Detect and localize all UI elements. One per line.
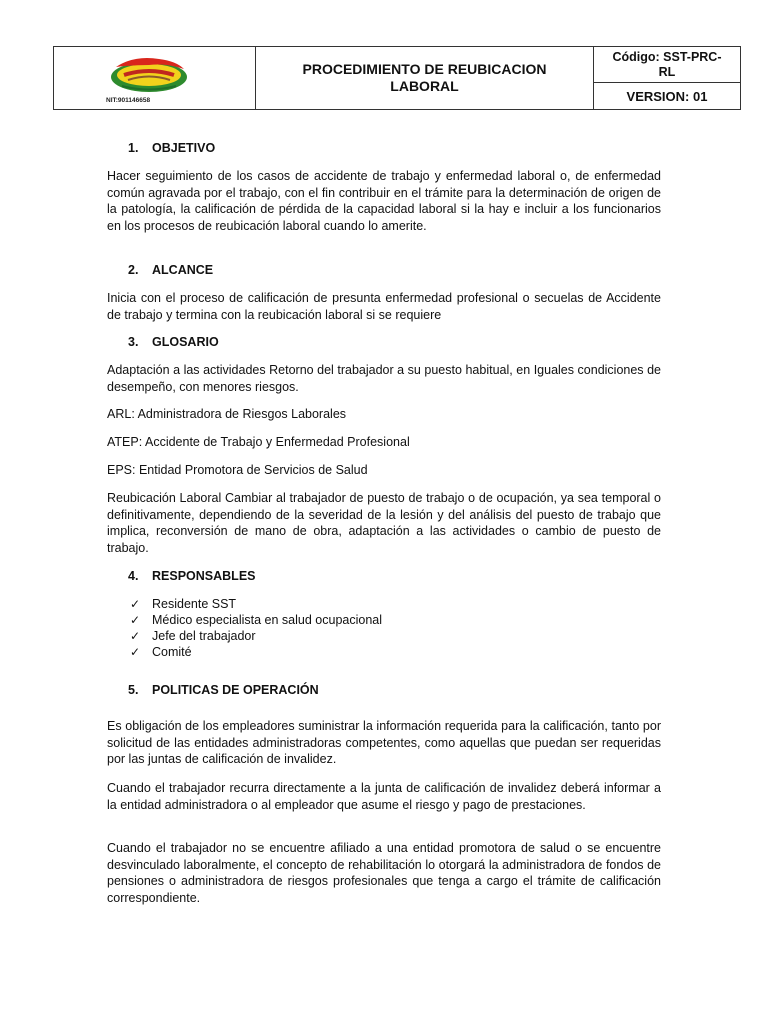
list-item-text: Médico especialista en salud ocupacional (152, 613, 383, 627)
glosario-reubicacion: Reubicación Laboral Cambiar al trabajador de puesto de trabajo o de ocupación, ya sea temporal o definitivamente, dependiendo de la severidad de la lesión y del análisis del puesto de trabajo que implica, reconversión de mano de obra, adaptación a las actividades o cambio de puesto de trabajo. (107, 491, 661, 555)
section-title: RESPONSABLES (152, 569, 256, 583)
objetivo-paragraph: Hacer seguimiento de los casos de accidente de trabajo y enfermedad laboral o, de enfermedad común agravada por el trabajo, con el fin contribuir en el trámite para la determinación de origen de la patología, la calificación de pérdida de la capacidad laboral si la hay e incluir a los funcionarios en los procesos de reubicación laboral cuando lo amerite. (107, 169, 661, 233)
politicas-paragraph-1: Es obligación de los empleadores suministrar la información requerida para la calificación, tanto por solicitud de las entidades administradoras competentes, como aquellas que puedan ser requeridas por las juntas de calificación de invalidez. (107, 719, 661, 766)
title-cell (256, 47, 594, 109)
version-cell (594, 83, 740, 109)
glosario-arl: ARL: Administradora de Riesgos Laborales (107, 407, 347, 421)
list-item (130, 628, 382, 644)
list-item (130, 612, 382, 628)
document-title: PROCEDIMIENTO DE REUBICACION LABORAL (302, 61, 547, 94)
code-cell (594, 47, 740, 83)
document-version: VERSION: 01 (626, 88, 708, 104)
section-title: POLITICAS DE OPERACIÓN (152, 683, 319, 697)
checkmark-icon: ✓ (130, 645, 141, 659)
list-item-text: Comité (152, 645, 192, 659)
responsables-list (130, 596, 382, 660)
section-number: 4. (128, 569, 139, 583)
company-logo (104, 53, 194, 95)
politicas-paragraph-3: Cuando el trabajador no se encuentre afiliado a una entidad promotora de salud o se encuentre desvinculado laboralmente, el concepto de rehabilitación lo otorgará la administradora de fondos de pensiones o administradora de riesgos profesionales que tenga a cargo el trámite de calificación correspondiente. (107, 841, 661, 905)
section-title: GLOSARIO (152, 335, 219, 349)
glosario-eps: EPS: Entidad Promotora de Servicios de Salud (107, 463, 368, 477)
nit-label: NIT:901146658 (106, 97, 151, 104)
section-title: ALCANCE (152, 263, 214, 277)
list-item (130, 596, 382, 612)
section-number: 1. (128, 141, 139, 155)
checkmark-icon: ✓ (130, 629, 141, 643)
list-item-text: Jefe del trabajador (152, 629, 256, 643)
document-header-table (53, 46, 741, 110)
document-code: Código: SST-PRC-RL (612, 49, 722, 79)
checkmark-icon: ✓ (130, 597, 141, 611)
list-item-text: Residente SST (152, 597, 237, 611)
section-title: OBJETIVO (152, 141, 216, 155)
section-number: 2. (128, 263, 139, 277)
glosario-atep: ATEP: Accidente de Trabajo y Enfermedad Profesional (107, 435, 410, 449)
section-number: 5. (128, 683, 139, 697)
logo-cell (54, 47, 256, 109)
politicas-paragraph-2: Cuando el trabajador recurra directamente a la junta de calificación de invalidez deberá informar a la entidad administradora o al empleador que asume el riesgo y pago de prestaciones. (107, 781, 661, 812)
checkmark-icon: ✓ (130, 613, 141, 627)
list-item (130, 644, 382, 660)
alcance-paragraph: Inicia con el proceso de calificación de presunta enfermedad profesional o secuelas de Accidente de trabajo y termina con la reubicación laboral si se requiere (107, 291, 661, 322)
section-number: 3. (128, 335, 139, 349)
glosario-adaptacion: Adaptación a las actividades Retorno del trabajador a su puesto habitual, en Iguales condiciones de desempeño, con menores riesgos. (107, 363, 661, 394)
